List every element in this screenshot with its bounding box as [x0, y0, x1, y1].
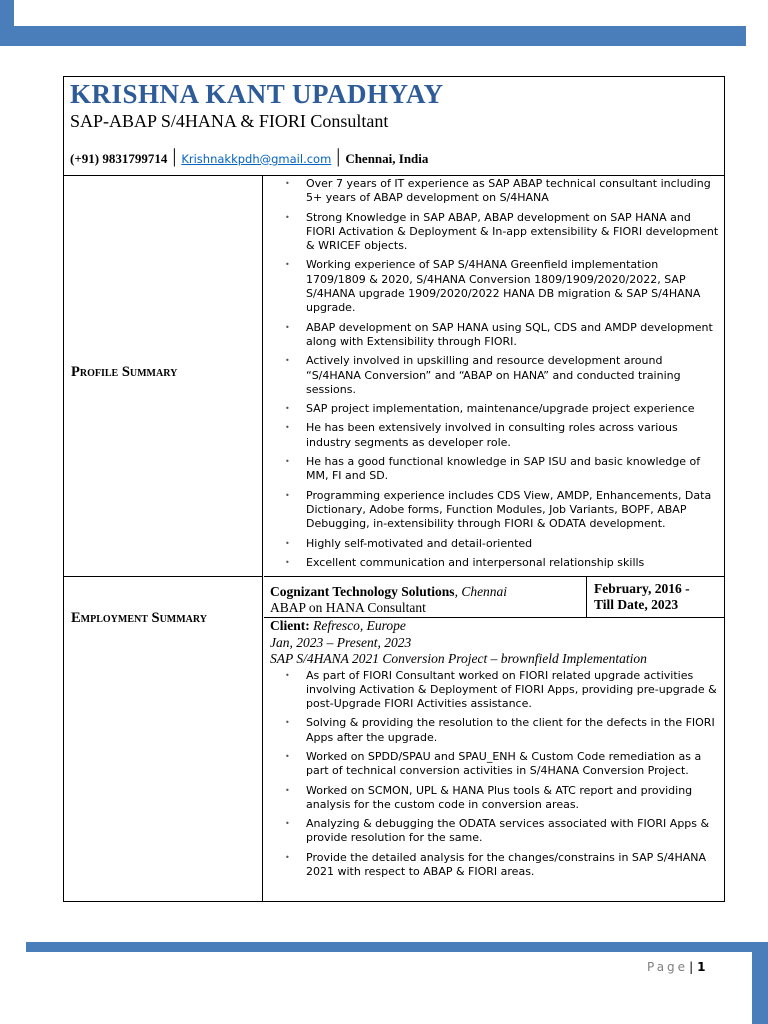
- footer-accent-bar: [26, 942, 768, 952]
- contact-separator: |: [336, 145, 341, 167]
- client-info: [264, 618, 724, 668]
- list-item: • SAP project implementation, maintenance/upgrade project experience: [264, 402, 720, 416]
- list-item: • Programming experience includes CDS View, AMDP, Enhancements, Data Dictionary, Adobe forms, Function Modules, Job Variants, BOPF, ABAP Debugging, in-extensibility through FIORI & ODATA development.: [264, 489, 720, 532]
- header-accent-bar: [0, 26, 746, 46]
- employment-summary-heading: Employment Summary: [71, 610, 207, 626]
- employment-details: [264, 618, 724, 902]
- email-link[interactable]: Krishnakkpdh@gmail.com: [181, 151, 332, 166]
- location: Chennai, India: [345, 150, 429, 166]
- list-item: • Over 7 years of IT experience as SAP ABAP technical consultant including 5+ years of ABAP development on S/4HANA: [264, 177, 720, 206]
- resume-table: [63, 76, 725, 902]
- page-label: Page: [647, 960, 689, 974]
- profile-summary-content: [264, 176, 724, 577]
- phone-number: (+91) 9831799714: [70, 150, 168, 166]
- page-footer: [647, 960, 705, 974]
- job-role: ABAP on HANA Consultant: [270, 600, 426, 615]
- list-item: • Solving & providing the resolution to the client for the defects in the FIORI Apps after the upgrade.: [264, 716, 720, 745]
- period-start: February, 2016 -: [594, 581, 690, 596]
- contact-separator: |: [172, 145, 177, 167]
- employment-duties-list: [264, 669, 720, 880]
- list-item: • Strong Knowledge in SAP ABAP, ABAP development on SAP HANA and FIORI Activation & Deployment & In-app extensibility & FIORI development & WRICEF objects.: [264, 211, 720, 254]
- list-item: • He has been extensively involved in consulting roles across various industry segments as developer role.: [264, 421, 720, 450]
- list-item: • He has a good functional knowledge in SAP ISU and basic knowledge of MM, FI and SD.: [264, 455, 720, 484]
- profile-summary-heading: Profile Summary: [71, 364, 178, 380]
- footer-accent-bar-right: [752, 942, 768, 1024]
- list-item: • Highly self-motivated and detail-oriented: [264, 537, 720, 551]
- list-item: • As part of FIORI Consultant worked on FIORI related upgrade activities involving Activation & Deployment of FIORI Apps, providing pre-upgrade & post-Upgrade FIORI Activities assistance.: [264, 669, 720, 712]
- contact-line: [70, 147, 428, 170]
- project-dates: Jan, 2023 – Present, 2023: [270, 634, 412, 650]
- candidate-title: SAP-ABAP S/4HANA & FIORI Consultant: [70, 111, 389, 131]
- list-item: • Actively involved in upskilling and resource development around “S/4HANA Conversion” and “ABAP on HANA” and conducted training sessions.: [264, 354, 720, 397]
- employment-summary-label-cell: [64, 577, 263, 902]
- client-label: Client:: [270, 618, 310, 633]
- company-location: , Chennai: [454, 584, 508, 599]
- profile-summary-label-cell: [64, 176, 263, 577]
- candidate-name: KRISHNA KANT UPADHYAY: [70, 79, 444, 109]
- employment-period: [586, 577, 724, 617]
- list-item: • Worked on SCMON, UPL & HANA Plus tools & ATC report and providing analysis for the custom code in conversion areas.: [264, 784, 720, 813]
- profile-summary-list: [264, 177, 720, 575]
- list-item: • ABAP development on SAP HANA using SQL, CDS and AMDP development along with Extensibility through FIORI.: [264, 321, 720, 350]
- list-item: • Analyzing & debugging the ODATA services associated with FIORI Apps & provide resolution for the same.: [264, 817, 720, 846]
- resume-header: [64, 77, 724, 176]
- company-name: Cognizant Technology Solutions: [270, 584, 455, 599]
- list-item: • Provide the detailed analysis for the changes/constrains in SAP S/4HANA 2021 with respect to ABAP & FIORI areas.: [264, 851, 720, 880]
- client-name: Refresco, Europe: [313, 618, 406, 633]
- page-separator: |: [689, 960, 694, 974]
- period-end: Till Date, 2023: [594, 597, 679, 612]
- project-name: SAP S/4HANA 2021 Conversion Project – brownfield Implementation: [270, 651, 647, 666]
- list-item: • Worked on SPDD/SPAU and SPAU_ENH & Custom Code remediation as a part of technical conversion activities in S/4HANA Conversion Project.: [264, 750, 720, 779]
- page-number: 1: [697, 960, 706, 974]
- list-item: • Working experience of SAP S/4HANA Greenfield implementation 1709/1809 & 2020, S/4HANA Conversion 1809/1909/2020/2022, SAP S/4HANA upgrade 1909/2020/2022 HANA DB migration & SAP S/4HANA upgrade.: [264, 258, 720, 315]
- employer-row: [264, 577, 724, 618]
- list-item: • Excellent communication and interpersonal relationship skills: [264, 556, 720, 570]
- employer-info: [270, 584, 580, 616]
